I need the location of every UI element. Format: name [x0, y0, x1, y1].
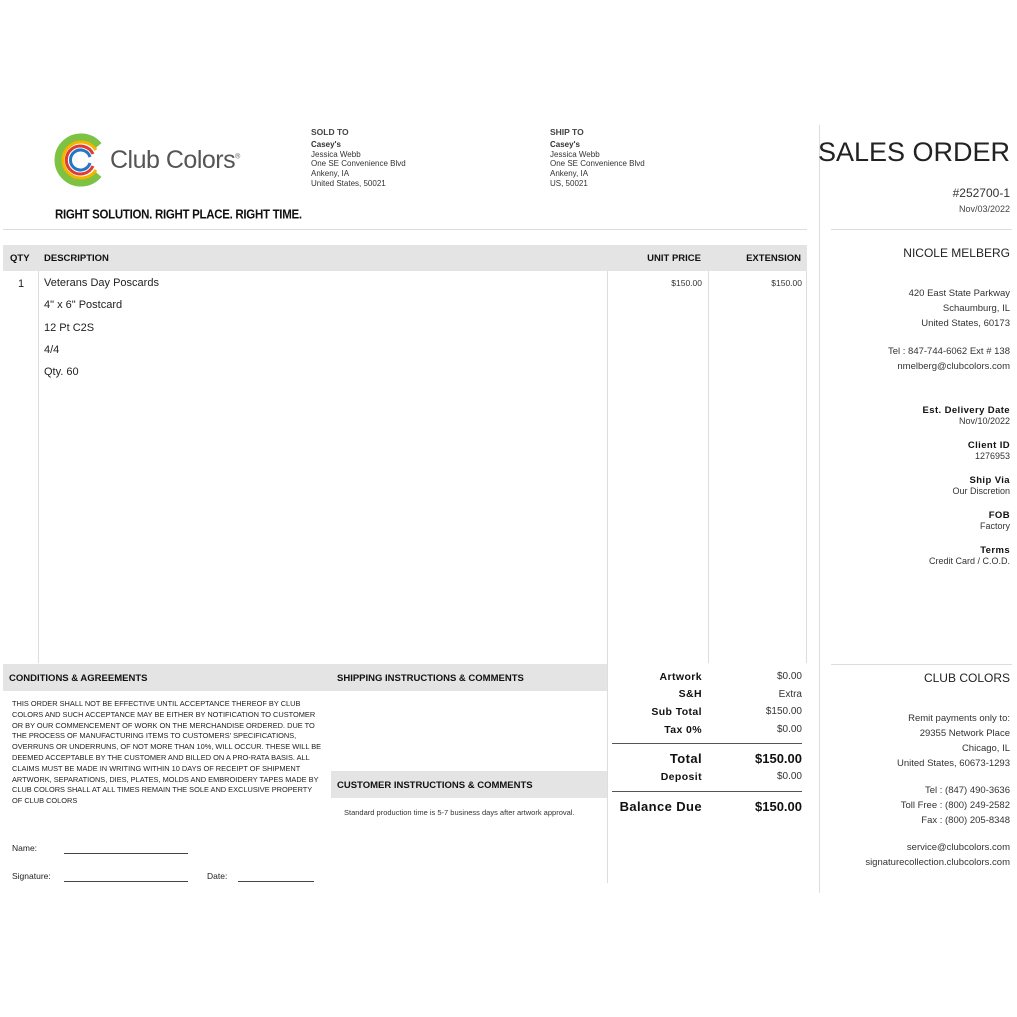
rep-address	[909, 286, 1010, 331]
sold-to-line: United States, 50021	[311, 178, 386, 188]
remit-address	[897, 711, 1010, 771]
right-divider	[831, 229, 1012, 230]
name-line[interactable]	[64, 853, 188, 854]
conditions-text: THIS ORDER SHALL NOT BE EFFECTIVE UNTIL ACCEPTANCE THEREOF BY CLUB COLORS AND SUCH ACCEPTANCE MAY BE EITHER BY NOTIFICATION TO CUSTOMER OR BY OUR COMMENCEMENT OF WORK ON THE MERCHANDISE ORDERED. DUE TO THE PROCESS OF MANUFACTURING ITEMS TO CUSTOMERS' SPECIFICATIONS, OVERRUNS OR UNDERRUNS, OF NOT MORE THAN 10%, WILL OCCUR. THESE WILL BE DEEMED ACCEPTABLE BY THE CUSTOMER AND BILLED ON A PRO-RATA BASIS. ALL CLAIMS MUST BE MADE IN WRITING WITHIN 10 DAYS OF RECEIPT OF SHIPMENT ARTWORK, SEPARATIONS, DIES, PLATES, MOLDS AND EMBROIDERY TAPES MADE BY CLUB COLORS SHALL AT ALL TIMES REMAIN THE SOLE AND EXCLUSIVE PROPERTY OF CLUB COLORS	[12, 699, 322, 806]
remit-line: 29355 Network Place	[919, 728, 1010, 739]
ship-to-line: US, 50021	[550, 178, 588, 188]
rep-address-line: 420 East State Parkway	[908, 288, 1010, 299]
company-website[interactable]: signaturecollection.clubcolors.com	[865, 857, 1010, 868]
right-column-divider	[819, 125, 820, 893]
company-phones	[901, 783, 1010, 828]
meta-label: Client ID	[967, 440, 1010, 451]
company-links	[865, 840, 1010, 870]
right-divider	[831, 664, 1012, 665]
sh-value: Extra	[778, 689, 802, 700]
conditions-heading: CONDITIONS & AGREEMENTS	[3, 664, 331, 691]
company-phone: Tel : (847) 490-3636	[924, 785, 1010, 796]
company-email[interactable]: service@clubcolors.com	[906, 842, 1010, 853]
meta-value: Credit Card / C.O.D.	[928, 556, 1010, 566]
company-fax: Fax : (800) 205-8348	[921, 815, 1010, 826]
signature-label: Signature:	[12, 871, 51, 881]
name-label: Name:	[12, 843, 38, 853]
sold-to-line: Jessica Webb	[311, 149, 361, 159]
table-divider	[806, 271, 807, 663]
meta-value: 1276953	[974, 451, 1010, 461]
meta-value: Factory	[979, 521, 1010, 531]
remit-line: United States, 60673-1293	[896, 758, 1010, 769]
row-description	[44, 277, 159, 388]
meta-label: Ship Via	[969, 475, 1010, 486]
sold-to-line: One SE Convenience Blvd	[311, 159, 406, 169]
total-value: $150.00	[755, 751, 802, 766]
meta-label: FOB	[988, 510, 1010, 521]
sold-to-line: Ankeny, IA	[311, 169, 350, 179]
description-line: Qty. 60	[44, 366, 79, 379]
col-description-header: DESCRIPTION	[44, 253, 109, 264]
meta-label: Est. Delivery Date	[922, 405, 1010, 416]
subtotal-label: Sub Total	[651, 706, 702, 718]
shipping-instructions-heading: SHIPPING INSTRUCTIONS & COMMENTS	[331, 664, 607, 691]
ship-to-line: Jessica Webb	[550, 149, 600, 159]
rep-address-line: Schaumburg, IL	[942, 303, 1010, 314]
document-title: SALES ORDER	[817, 137, 1010, 167]
meta-label: Terms	[980, 545, 1010, 556]
rep-email[interactable]: nmelberg@clubcolors.com	[897, 361, 1010, 372]
table-divider	[38, 271, 39, 663]
brand-name: Club Colors®	[110, 146, 240, 174]
table-divider	[607, 271, 608, 883]
artwork-value: $0.00	[776, 671, 802, 682]
sold-to-name: Casey's	[311, 140, 341, 149]
table-divider	[708, 271, 709, 663]
description-line: 12 Pt C2S	[44, 321, 95, 334]
ship-to-line: One SE Convenience Blvd	[550, 159, 645, 169]
customer-instructions-heading: CUSTOMER INSTRUCTIONS & COMMENTS	[331, 771, 607, 798]
col-qty-header: QTY	[10, 253, 30, 264]
description-line: 4/4	[44, 343, 60, 356]
date-label: Date:	[207, 871, 228, 881]
artwork-label: Artwork	[659, 671, 702, 683]
total-divider	[612, 743, 802, 744]
remit-heading: Remit payments only to:	[908, 713, 1010, 724]
tax-label: Tax 0%	[664, 724, 702, 736]
customer-instructions-text: Standard production time is 5-7 business days after artwork approval.	[344, 808, 575, 817]
ship-to-heading: SHIP TO	[550, 127, 584, 137]
order-date: Nov/03/2022	[958, 204, 1010, 214]
col-unit-price-header: UNIT PRICE	[647, 253, 701, 264]
rep-contact	[888, 344, 1010, 374]
sh-label: S&H	[678, 688, 702, 700]
balance-divider	[612, 791, 802, 792]
meta-value: Nov/10/2022	[958, 416, 1010, 426]
ship-to-name: Casey's	[550, 140, 580, 149]
row-qty: 1	[18, 278, 25, 290]
description-line: 4" x 6" Postcard	[44, 299, 123, 312]
company-name: CLUB COLORS	[923, 671, 1010, 685]
deposit-value: $0.00	[776, 771, 802, 782]
date-line[interactable]	[238, 881, 314, 882]
header-divider	[3, 229, 807, 230]
brand-tagline: RIGHT SOLUTION. RIGHT PLACE. RIGHT TIME.	[55, 208, 302, 222]
subtotal-value: $150.00	[765, 706, 802, 717]
col-extension-header: EXTENSION	[746, 253, 801, 264]
company-tollfree: Toll Free : (800) 249-2582	[900, 800, 1010, 811]
description-line: Veterans Day Poscards	[44, 277, 159, 289]
sold-to-heading: SOLD TO	[311, 127, 349, 137]
deposit-label: Deposit	[660, 771, 702, 783]
rep-phone: Tel : 847-744-6062 Ext # 138	[887, 346, 1010, 357]
row-unit-price: $150.00	[671, 278, 702, 288]
total-label: Total	[669, 751, 702, 766]
rep-address-line: United States, 60173	[921, 318, 1010, 329]
order-number: #252700-1	[952, 186, 1010, 200]
remit-line: Chicago, IL	[961, 743, 1010, 754]
tax-value: $0.00	[776, 724, 802, 735]
ship-to-line: Ankeny, IA	[550, 169, 589, 179]
signature-line[interactable]	[64, 881, 188, 882]
rep-name: NICOLE MELBERG	[903, 246, 1010, 260]
club-colors-logo-mark	[52, 132, 108, 188]
meta-value: Our Discretion	[952, 486, 1010, 496]
balance-due-label: Balance Due	[619, 799, 702, 814]
balance-due-value: $150.00	[755, 799, 802, 814]
order-meta	[923, 405, 1010, 566]
sold-to-block	[311, 127, 406, 189]
row-extension: $150.00	[771, 278, 802, 288]
ship-to-block	[550, 127, 645, 189]
